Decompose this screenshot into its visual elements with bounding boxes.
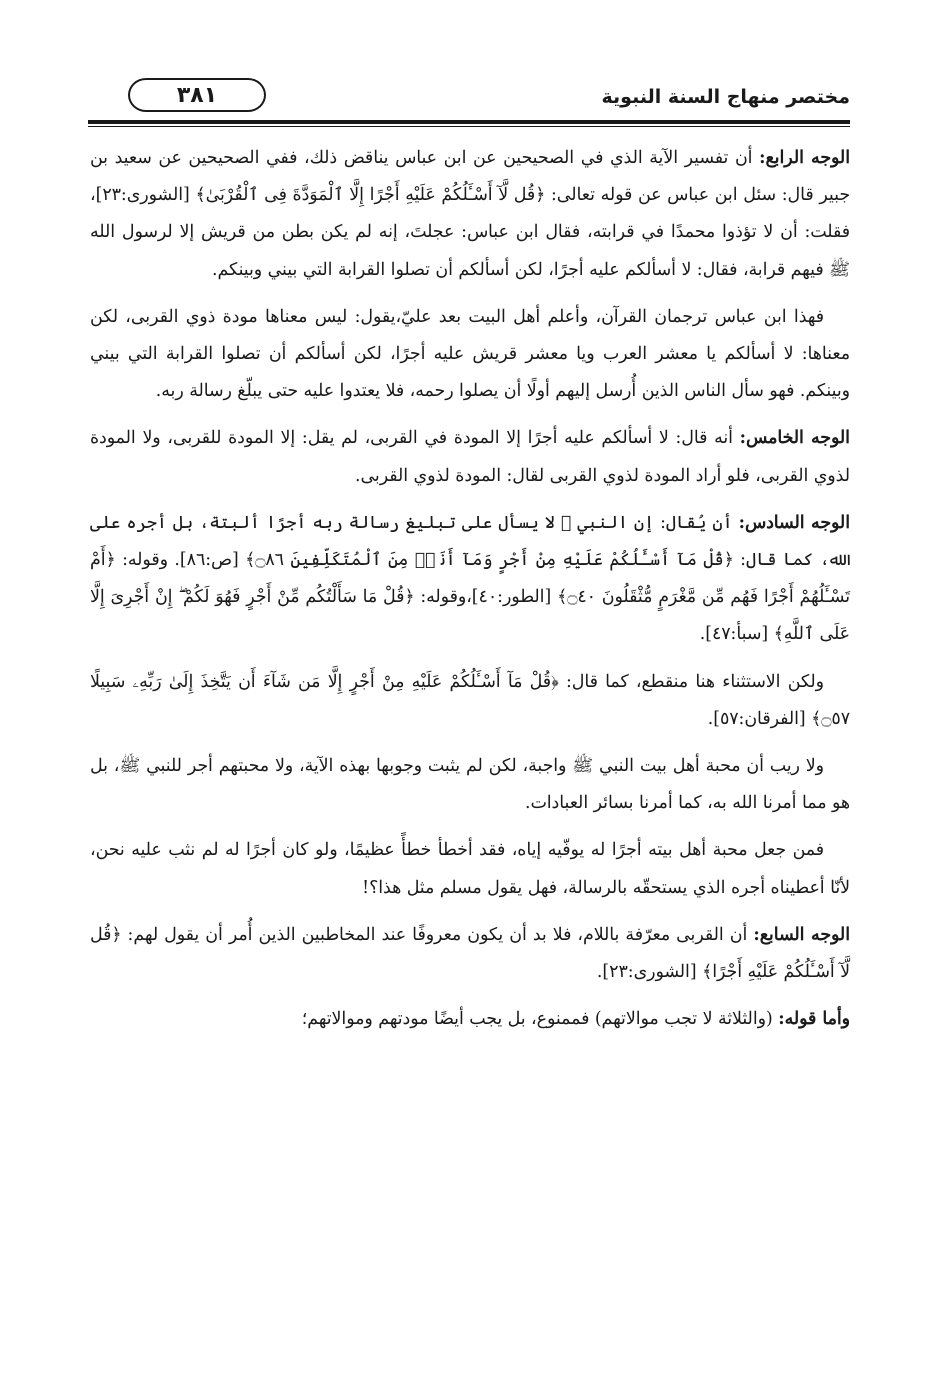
paragraph-text: أن تفسير الآية الذي في الصحيحين عن ابن عباس يناقض ذلك، ففي الصحيحين عن سعيد بن جبير قال: سئل ابن عباس عن قوله تعالى: ﴿قُل لَّآ أَسْـَٔلُكُمْ عَلَيْهِ أَجْرًا إِلَّا ٱلْمَوَدَّةَ فِى ٱلْقُرْبَىٰ﴾ [الشورى:٢٣]، فقلت: أن لا تؤذوا محمدًا في قرابته، فقال ابن عباس: عجلتَ، إنه لم يكن بطن من قريش إلا لرسول الله ﷺ فيهم قرابة، فقال: لا أسألكم عليه أجرًا، لكن أسألكم أن تصلوا القرابة التي بيني وبينكم. — [90, 148, 850, 280]
paragraph — [90, 420, 850, 494]
page-number: ٣٨١ — [128, 78, 266, 112]
paragraph-text: أن يُقال: إن النبي ﷺ لا يسأل على تبليغ رسالة ربه أجرًا ألبتة، بل أجره على الله، كما قال: ﴿قُلْ مَآ أَسْـَٔلُكُمْ عَلَيْهِ مِنْ أَجْرٍ وَمَآ أَنَا۠ مِنَ ٱلْمُتَكَلِّفِينَ ۝٨٦﴾ [ص:٨٦]. وقوله: ﴿أَمْ تَسْـَٔلُهُمْ أَجْرًا فَهُم مِّن مَّغْرَمٍ مُّثْقَلُونَ ۝٤٠﴾ [الطور:٤٠]،وقوله: ﴿قُلْ مَا سَأَلْتُكُم مِّنْ أَجْرٍ فَهُوَ لَكُمْ ۖ إِنْ أَجْرِىَ إِلَّا عَلَى ٱللَّهِ﴾ [سبأ:٤٧]. — [90, 512, 851, 645]
paragraph — [90, 1001, 850, 1038]
paragraph-lead: الوجه السادس: — [738, 512, 850, 533]
paragraph-text: أنه قال: لا أسألكم عليه أجرًا إلا المودة في القربى، لم يقل: إلا المودة للقربى، ولا المودة لذوي القربى، فلو أراد المودة لذوي القربى لقال: المودة لذوي القربى. — [90, 428, 850, 486]
paragraph-text: فهذا ابن عباس ترجمان القرآن، وأعلم أهل البيت بعد عليّ،يقول: ليس معناها مودة ذوي القربى، لكن معناها: لا أسألكم يا معشر العرب ويا معشر قريش عليه أجرًا، لكن أسألكم أن تصلوا القرابة التي بيني وبينكم. فهو سأل الناس الذين أُرسل إليهم أولًا أن يصلوا رحمه، فلا يعتدوا عليه حتى يبلّغ رسالة ربه. — [90, 306, 850, 402]
paragraph-lead: الوجه الخامس: — [739, 428, 850, 449]
page-body — [90, 140, 850, 1048]
paragraph-text: (والثلاثة لا تجب موالاتهم) فممنوع، بل يجب أيضًا مودتهم وموالاتهم؛ — [301, 1009, 779, 1030]
paragraph-lead: الوجه الرابع: — [759, 148, 850, 168]
paragraph — [90, 917, 850, 991]
paragraph-lead: الوجه السابع: — [753, 924, 850, 945]
paragraph — [90, 748, 850, 822]
paragraph-text: ولا ريب أن محبة أهل بيت النبي ﷺ واجبة، لكن لم يثبت وجوبها بهذه الآية، ولا محبتهم أجر للنبي ﷺ، بل هو مما أمرنا الله به، كما أمرنا بسائر العبادات. — [90, 756, 850, 814]
paragraph-text: ولكن الاستثناء هنا منقطع، كما قال: ﴿قُلْ مَآ أَسْـَٔلُكُمْ عَلَيْهِ مِنْ أَجْرٍ إِلَّا مَن شَآءَ أَن يَتَّخِذَ إِلَىٰ رَبِّهِۦ سَبِيلًا ۝٥٧﴾ [الفرقان:٥٧]. — [90, 671, 850, 729]
page-header — [88, 76, 850, 120]
header-rule-thick — [88, 120, 850, 124]
paragraph — [90, 505, 850, 654]
paragraph — [90, 832, 850, 906]
paragraph-text: أن القربى معرّفة باللام، فلا بد أن يكون معروفًا عند المخاطبين الذين أُمر أن يقول لهم: ﴿قُل لَّآ أَسْـَٔلُكُمْ عَلَيْهِ أَجْرًا﴾ [الشورى:٢٣]. — [90, 924, 850, 983]
book-title: مختصر منهاج السنة النبوية — [601, 86, 850, 108]
paragraph-lead: وأما قوله: — [778, 1009, 850, 1030]
paragraph — [90, 299, 850, 411]
paragraph — [90, 664, 850, 738]
paragraph — [90, 140, 850, 289]
paragraph-text: فمن جعل محبة أهل بيته أجرًا له يوفّيه إياه، فقد أخطأ خطأً عظيمًا، ولو كان أجرًا له لم نثب عليه نحن، لأنّا أعطيناه أجره الذي يستحقّه بالرسالة، فهل يقول مسلم مثل هذا؟! — [90, 840, 850, 898]
header-rule-thin — [88, 126, 850, 127]
